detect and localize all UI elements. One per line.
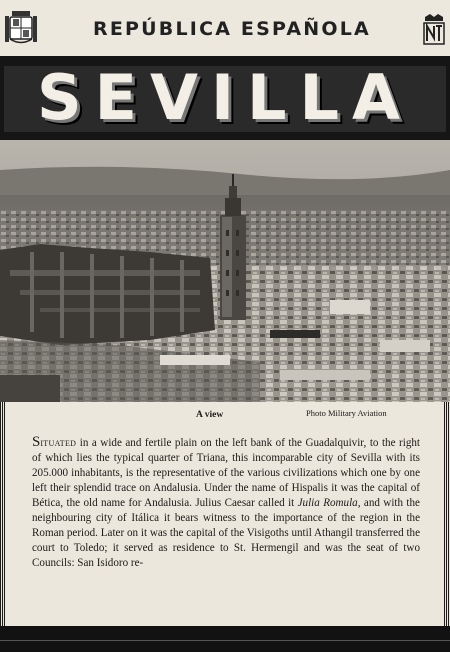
photo-credit: Photo Military Aviation: [306, 408, 387, 418]
footer-band: [0, 626, 450, 652]
photo-caption: A view: [196, 410, 224, 420]
left-border-edge: [0, 402, 6, 626]
aerial-city-photo: [0, 140, 450, 402]
body-text-part-2: and with the neighbouring city of Itálica it bears witness to the importance of the region in the Roman period. Later on it was the capital of the Visigoths until Athangil transferred the court to Toledo; it served as residence to St. Hermengil and was the seat of two Councils: San Isidoro re-: [32, 497, 420, 569]
right-border-edge: [444, 402, 450, 626]
lead-word: ituated: [40, 437, 77, 449]
header-band: [0, 0, 450, 58]
tourism-board-logo-icon: [422, 14, 446, 46]
city-title: SEVILLA: [36, 61, 414, 134]
coat-of-arms-icon: [4, 10, 38, 46]
body-paragraph: [32, 435, 420, 571]
republic-heading: REPÚBLICA ESPAÑOLA: [93, 18, 371, 40]
footer-rule: [0, 640, 450, 641]
drop-capital: S: [32, 434, 41, 450]
body-text: [32, 435, 420, 571]
body-italic-name: Julia Romula,: [297, 497, 361, 509]
body-text-part-1: in a wide and fertile plain on the left bank of the Guadalquivir, to the right of which lies the typical quarter of Triana, this incomparable city of Sevilla with its 205.000 inhabitants, is the representative of the various civilizations which one by one left their splendid trace on Andalusia. Under the name of Hispalis it was the capital of Bética, the old name for Andalusia. Julius Caesar called it: [32, 437, 420, 509]
photo-caption-row: [0, 402, 450, 426]
